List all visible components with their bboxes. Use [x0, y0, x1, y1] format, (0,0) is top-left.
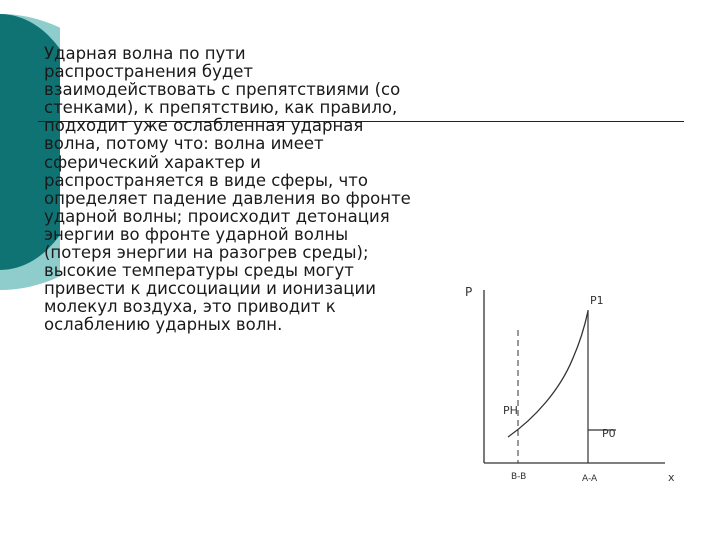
y-axis-label: P: [465, 285, 473, 299]
body-paragraph: Ударная волна по пути распространения будет взаимодействовать с препятствиями (со стенками), к препятствию, как правило, подходит уже ослабленная ударная волна, потому что: волна имеет сферический характер и распространяется в виде сферы, что определяет падение давления во фронте ударной волны; происходит детонация энергии во фронте ударной волны (потеря энергии на разогрев среды); высокие температуры среды могут привести к диссоциации и ионизации молекул воздуха, это приводит к ослаблению ударных волн.: [44, 44, 411, 335]
pressure-diagram: [455, 275, 685, 490]
curve-label-bottom: PH: [503, 404, 518, 417]
tick-label-a: A-A: [582, 474, 598, 484]
x-axis-label: x: [668, 471, 675, 484]
ambient-label: P0: [602, 427, 616, 440]
curve-label-top: P1: [590, 294, 604, 307]
tick-label-b: B-B: [511, 472, 527, 482]
pressure-curve: [508, 311, 588, 437]
